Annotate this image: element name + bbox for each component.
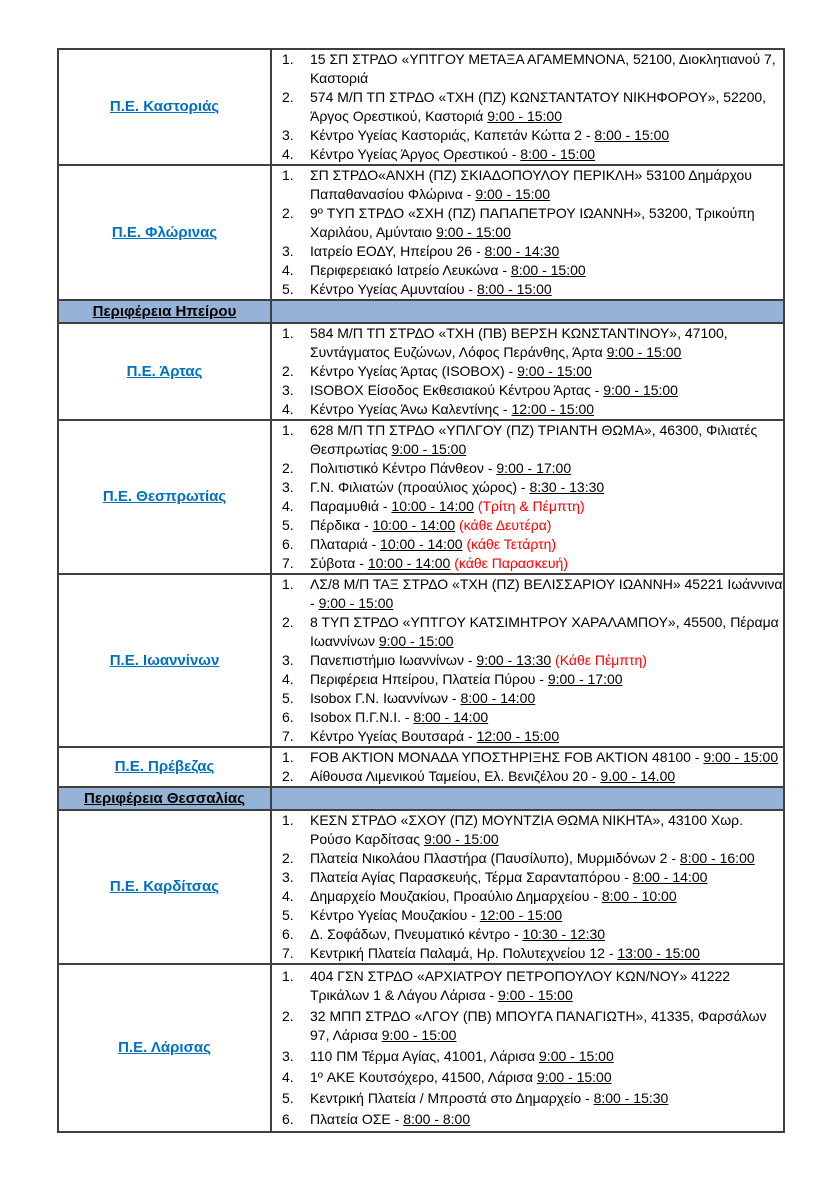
hours-text: 10:00 - 14:00 <box>380 536 463 552</box>
hours-text: 9:00 - 15:00 <box>378 633 454 649</box>
location-text: Κεντρική Πλατεία Παλαμά, Ηρ. Πολυτεχνείου 12 - <box>310 945 614 961</box>
location-text: Πλατεία Νικολάου Πλαστήρα (Παυσίλυπο), Μυρμιδόνων 2 - <box>310 850 677 866</box>
location-item <box>280 925 783 944</box>
location-item <box>280 261 783 280</box>
location-text: 628 Μ/Π ΤΠ ΣΤΡΔΟ «ΥΠΛΓΟΥ (ΠΖ) ΤΡΙΑΝΤΗ ΘΩΜΑ», 46300, Φιλιατές Θεσπρωτίας <box>310 422 758 457</box>
region-row <box>58 49 784 165</box>
location-text: Κεντρική Πλατεία / Μπροστά στο Δημαρχείο - <box>310 1090 590 1106</box>
hours-text: 12:00 - 15:00 <box>479 907 563 923</box>
location-text: 8 ΤΥΠ ΣΤΡΔΟ «ΥΠΤΓΟΥ ΚΑΤΣΙΜΗΤΡΟΥ ΧΑΡΑΛΑΜΠΟΥ», 45500, Πέραμα Ιωαννίνων <box>310 614 779 649</box>
location-text: FOB AKTION ΜΟΝΑΔΑ ΥΠΟΣΤΗΡΙΞΗΣ FOB AKTION 48100 - <box>310 749 700 765</box>
region-row <box>58 420 784 574</box>
location-text: 110 ΠΜ Τέρμα Αγίας, 41001, Λάρισα <box>310 1048 536 1064</box>
region-name-cell <box>58 420 271 574</box>
locations-cell <box>271 420 784 574</box>
hours-text: 9:00 - 15:00 <box>536 1069 612 1085</box>
locations-list <box>272 748 783 786</box>
region-link[interactable]: Π.Ε. Πρέβεζας <box>114 758 215 775</box>
location-text: Σύβοτα - <box>310 555 364 571</box>
hours-text: 8:00 - 14:00 <box>632 869 708 885</box>
day-note-text: (κάθε Τετάρτη) <box>466 536 557 552</box>
location-item <box>280 1068 783 1087</box>
location-item <box>280 708 783 727</box>
location-text: Περιφερειακό Ιατρείο Λευκώνα - <box>310 262 508 278</box>
hours-text: 8:00 - 8:00 <box>403 1111 471 1127</box>
location-text: ΣΠ ΣΤΡΔΟ«ΑΝΧΗ (ΠΖ) ΣΚΙΑΔΟΠΟΥΛΟΥ ΠΕΡΙΚΛΗ» 53100 Δημάρχου Παπαθανασίου Φλώρινα - <box>310 167 752 202</box>
hours-text: 9:00 - 15:00 <box>606 344 682 360</box>
location-item <box>280 381 783 400</box>
section-header-spacer <box>271 787 784 810</box>
location-item <box>280 887 783 906</box>
location-item <box>280 727 783 746</box>
location-item <box>280 868 783 887</box>
hours-text: 9:00 - 15:00 <box>436 224 511 240</box>
location-item <box>280 497 783 516</box>
hours-text: 9:00 - 15:00 <box>475 186 551 202</box>
day-note-text: (Τρίτη & Πέμπτη) <box>477 498 585 514</box>
location-text: Πανεπιστήμιο Ιωαννίνων - <box>310 652 473 668</box>
schedule-table-body <box>58 49 784 1132</box>
hours-text: 9:00 - 15:00 <box>423 831 499 847</box>
region-row <box>58 964 784 1132</box>
hours-text: 9.00 - 14.00 <box>600 768 676 784</box>
region-row <box>58 747 784 787</box>
hours-text: 9:00 - 15:00 <box>498 987 573 1003</box>
region-link[interactable]: Π.Ε. Άρτας <box>126 362 203 380</box>
region-row <box>58 574 784 747</box>
location-text: Κέντρο Υγείας Άνω Καλεντίνης - <box>310 401 508 417</box>
section-header-cell <box>58 787 271 810</box>
location-text: Πολιτιστικό Κέντρο Πάνθεον - <box>310 460 493 476</box>
location-text: Isobox Γ.Ν. Ιωαννίνων - <box>310 690 457 706</box>
location-item <box>280 362 783 381</box>
location-item <box>280 689 783 708</box>
section-header-label: Περιφέρεια Θεσσαλίας <box>84 789 245 807</box>
location-item <box>280 811 783 849</box>
location-text: ΛΣ/8 Μ/Π ΤΑΞ ΣΤΡΔΟ «ΤΧΗ (ΠΖ) ΒΕΛΙΣΣΑΡΙΟΥ ΙΩΑΝΝΗ» 45221 Ιωάννινα - <box>310 576 783 611</box>
location-item <box>280 280 783 299</box>
region-link[interactable]: Π.Ε. Ιωαννίνων <box>109 651 220 669</box>
hours-text: 10:30 - 12:30 <box>522 926 606 942</box>
location-text: Κέντρο Υγείας Αμυνταίου - <box>310 281 474 297</box>
location-item <box>280 145 783 164</box>
location-text: Δημαρχείο Μουζακίου, Προαύλιο Δημαρχείου - <box>310 888 598 904</box>
location-text: Δ. Σοφάδων, Πνευματικό κέντρο - <box>310 926 519 942</box>
region-name-cell <box>58 810 271 964</box>
location-text: 574 Μ/Π ΤΠ ΣΤΡΔΟ «ΤΧΗ (ΠΖ) ΚΩΝΣΤΑΝΤΑΤΟΥ ΝΙΚΗΦΟΡΟΥ», 52200, Άργος Ορεστικού, Καστοριά <box>310 89 767 124</box>
hours-text: 9:00 - 15:00 <box>487 108 562 124</box>
day-note-text: (κάθε Παρασκευή) <box>454 555 568 571</box>
region-row <box>58 323 784 420</box>
location-text: Isobox Π.Γ.Ν.Ι. - <box>310 709 410 725</box>
section-header-cell <box>58 300 271 323</box>
region-schedule-table <box>57 48 785 1133</box>
locations-list <box>272 324 783 419</box>
location-item <box>280 651 783 670</box>
region-link[interactable]: Π.Ε. Καστοριάς <box>109 98 220 115</box>
location-item <box>280 748 783 767</box>
location-item <box>280 126 783 145</box>
day-note-text: (κάθε Δευτέρα) <box>459 517 552 533</box>
section-header-spacer <box>271 300 784 323</box>
locations-list <box>272 967 783 1129</box>
region-name-cell <box>58 323 271 420</box>
region-name-cell <box>58 49 271 165</box>
region-link[interactable]: Π.Ε. Φλώρινας <box>111 223 218 241</box>
hours-text: 8:00 - 15:00 <box>510 262 586 278</box>
location-text: Πέρδικα - <box>310 517 369 533</box>
location-text: 32 ΜΠΠ ΣΤΡΔΟ «ΛΓΟΥ (ΠΒ) ΜΠΟΥΓΑ ΠΑΝΑΓΙΩΤΗ», 41335, Φαρσάλων 97, Λάρισα <box>310 1008 767 1043</box>
region-name-cell <box>58 574 271 747</box>
locations-cell <box>271 574 784 747</box>
locations-cell <box>271 323 784 420</box>
locations-list <box>272 811 783 963</box>
region-name-cell <box>58 747 271 787</box>
location-item <box>280 1007 783 1045</box>
location-item <box>280 516 783 535</box>
hours-text: 9:00 - 17:00 <box>547 671 623 687</box>
location-item <box>280 944 783 963</box>
hours-text: 12:00 - 15:00 <box>476 728 560 744</box>
location-item <box>280 1110 783 1129</box>
location-text: 15 ΣΠ ΣΤΡΔΟ «ΥΠΤΓΟΥ ΜΕΤΑΞΑ ΑΓΑΜΕΜΝΟΝΑ, 52100, Διοκλητιανού 7, Καστοριά <box>310 51 776 86</box>
hours-text: 9:00 - 15:00 <box>539 1048 614 1064</box>
hours-text: 9:00 - 15:00 <box>391 441 467 457</box>
location-item <box>280 324 783 362</box>
location-item <box>280 421 783 459</box>
location-item <box>280 967 783 1005</box>
location-text: ΚΕΣΝ ΣΤΡΔΟ «ΣΧΟΥ (ΠΖ) ΜΟΥΝΤΖΙΑ ΘΩΜΑ ΝΙΚΗΤΑ», 43100 Χωρ. Ρούσο Καρδίτσας <box>310 812 744 847</box>
location-text: Πλατεία Αγίας Παρασκευής, Τέρμα Σαρανταπόρου - <box>310 869 629 885</box>
location-text: Κέντρο Υγείας Μουζακίου - <box>310 907 476 923</box>
location-item <box>280 1047 783 1066</box>
hours-text: 10:00 - 14:00 <box>372 517 456 533</box>
day-note-text: (Κάθε Πέμπτη) <box>555 652 647 668</box>
hours-text: 8:00 - 15:00 <box>594 127 670 143</box>
location-text: 9º ΤΥΠ ΣΤΡΔΟ «ΣΧΗ (ΠΖ) ΠΑΠΑΠΕΤΡΟΥ ΙΩΑΝΝΗ», 53200, Τρικούπη Χαριλάου, Αμύνταιο <box>310 205 755 240</box>
hours-text: 9:00 - 15:00 <box>318 595 394 611</box>
hours-text: 8:00 - 15:30 <box>593 1090 669 1106</box>
location-item <box>280 535 783 554</box>
hours-text: 9:00 - 15:00 <box>381 1027 457 1043</box>
location-text: Περιφέρεια Ηπείρου, Πλατεία Πύρου - <box>310 671 544 687</box>
hours-text: 9:00 - 15:00 <box>703 749 779 765</box>
location-item <box>280 242 783 261</box>
locations-list <box>272 575 783 746</box>
region-row <box>58 810 784 964</box>
locations-cell <box>271 747 784 787</box>
hours-text: 8:00 - 14:00 <box>460 690 536 706</box>
hours-text: 12:00 - 15:00 <box>511 401 595 417</box>
section-header-row <box>58 300 784 323</box>
location-text: ISOBOX Είσοδος Εκθεσιακού Κέντρου Άρτας - <box>310 382 600 398</box>
region-link[interactable]: Π.Ε. Λάρισας <box>118 1039 211 1056</box>
locations-cell <box>271 49 784 165</box>
section-header-label: Περιφέρεια Ηπείρου <box>92 302 237 320</box>
hours-text: 8:00 - 14:00 <box>413 709 489 725</box>
hours-text: 13:00 - 15:00 <box>617 945 700 961</box>
location-item <box>280 88 783 126</box>
location-item <box>280 849 783 868</box>
location-text: Πλατεία ΟΣΕ - <box>310 1111 400 1127</box>
location-item <box>280 575 783 613</box>
location-text: Κέντρο Υγείας Άργος Ορεστικού - <box>310 146 517 162</box>
hours-text: 8:00 - 16:00 <box>679 850 755 866</box>
location-text: Αίθουσα Λιμενικού Ταμείου, Ελ. Βενιζέλου 20 - <box>310 768 597 784</box>
locations-list <box>272 421 783 573</box>
location-item <box>280 554 783 573</box>
hours-text: 8:00 - 15:00 <box>520 146 596 162</box>
locations-cell <box>271 964 784 1132</box>
region-link[interactable]: Π.Ε. Θεσπρωτίας <box>102 488 227 505</box>
hours-text: 9:00 - 17:00 <box>496 460 572 476</box>
locations-list <box>272 166 783 299</box>
locations-cell <box>271 810 784 964</box>
location-item <box>280 767 783 786</box>
location-text: 584 Μ/Π ΤΠ ΣΤΡΔΟ «ΤΧΗ (ΠΒ) ΒΕΡΣΗ ΚΩΝΣΤΑΝΤΙΝΟΥ», 47100, Συντάγματος Ευζώνων, Λόφος Περάνθης, Άρτα <box>310 325 728 360</box>
location-item <box>280 613 783 651</box>
locations-cell <box>271 165 784 300</box>
region-row <box>58 165 784 300</box>
location-item <box>280 906 783 925</box>
hours-text: 9:00 - 13:30 <box>476 652 552 668</box>
location-text: Παραμυθιά - <box>310 498 388 514</box>
location-item <box>280 478 783 497</box>
region-link[interactable]: Π.Ε. Καρδίτσας <box>109 878 220 895</box>
hours-text: 10:00 - 14:00 <box>367 555 451 571</box>
location-text: 1º ΑΚΕ Κουτσόχερο, 41500, Λάρισα <box>310 1069 533 1085</box>
locations-list <box>272 50 783 164</box>
hours-text: 8:00 - 15:00 <box>476 281 552 297</box>
hours-text: 10:00 - 14:00 <box>391 498 474 514</box>
location-text: Κέντρο Υγείας Βουτσαρά - <box>310 728 473 744</box>
location-item <box>280 50 783 88</box>
location-text: Γ.Ν. Φιλιατών (προαύλιος χώρος) - <box>310 479 526 495</box>
location-item <box>280 670 783 689</box>
hours-text: 9:00 - 15:00 <box>603 382 678 398</box>
region-name-cell <box>58 165 271 300</box>
location-item <box>280 459 783 478</box>
location-item <box>280 400 783 419</box>
hours-text: 8:00 - 10:00 <box>601 888 677 904</box>
location-text: Κέντρο Υγείας Άρτας (ISOBOX) - <box>310 363 514 379</box>
location-text: Πλαταριά - <box>310 536 377 552</box>
location-item <box>280 204 783 242</box>
hours-text: 8:30 - 13:30 <box>529 479 605 495</box>
region-name-cell <box>58 964 271 1132</box>
location-text: 404 ΓΣΝ ΣΤΡΔΟ «ΑΡΧΙΑΤΡΟΥ ΠΕΤΡΟΠΟΥΛΟΥ ΚΩΝ/ΝΟΥ» 41222 Τρικάλων 1 & Λάγου Λάρισα - <box>310 968 731 1003</box>
hours-text: 9:00 - 15:00 <box>517 363 592 379</box>
location-text: Ιατρείο ΕΟΔΥ, Ηπείρου 26 - <box>310 243 481 259</box>
location-item <box>280 1089 783 1108</box>
section-header-row <box>58 787 784 810</box>
location-text: Κέντρο Υγείας Καστοριάς, Καπετάν Κώττα 2 - <box>310 127 591 143</box>
hours-text: 8:00 - 14:30 <box>484 243 560 259</box>
location-item <box>280 166 783 204</box>
